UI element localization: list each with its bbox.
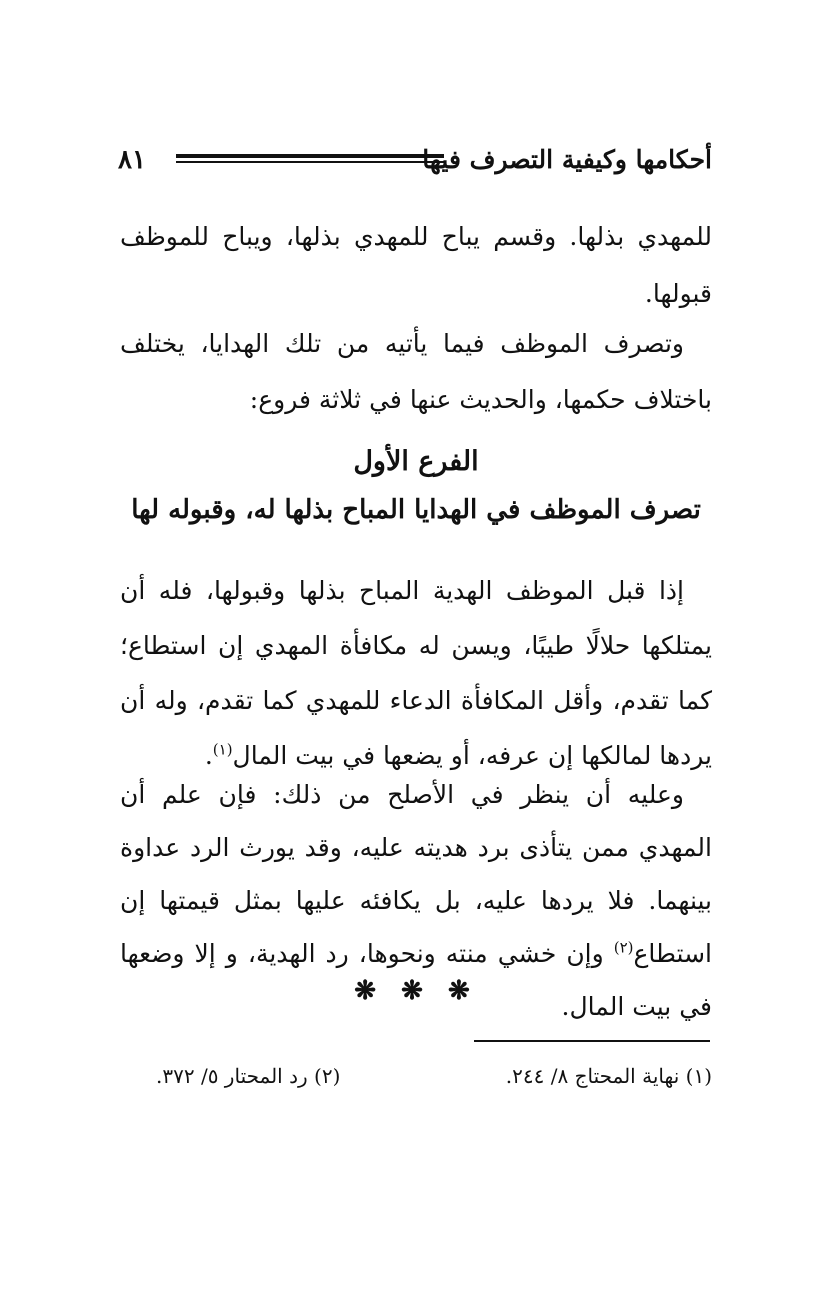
- header-rule-thick-line: [176, 154, 444, 158]
- paragraph-acceptance: [120, 563, 712, 783]
- footnote-ref-2: (٢): [613, 938, 634, 957]
- footnote-rule: [474, 1040, 710, 1042]
- footnote-ref-1: (١): [212, 740, 233, 759]
- paragraph-acceptance-end: .: [204, 741, 213, 770]
- footnote-2: (٢) رد المحتار ٥/ ٣٧٢.: [156, 1064, 341, 1088]
- section-separator-asterisks: ❋ ❋ ❋: [354, 976, 478, 1006]
- footnote-1: (١) نهاية المحتاج ٨/ ٢٤٤.: [505, 1064, 712, 1088]
- footnotes: [120, 1058, 712, 1094]
- section-heading-title: تصرف الموظف في الهدايا المباح بذلها له، وقبوله لها: [131, 495, 701, 525]
- section-heading-branch: الفرع الأول: [353, 446, 479, 477]
- paragraph-continuation: للمهدي بذلها. وقسم يباح للمهدي بذلها، ويباح للموظف قبولها.: [120, 222, 712, 308]
- page-header: [118, 138, 712, 182]
- paragraph-acceptance-text: إذا قبل الموظف الهدية المباح بذلها وقبولها، فله أن يمتلكها حلالًا طيبًا، ويسن له مكافأة المهدي إن استطاع؛ كما تقدم، وأقل المكافأة الدعاء للمهدي كما تقدم، وله أن يردها لمالكها إن عرفه، أو يضعها في بيت المال: [120, 576, 712, 770]
- running-title: أحكامها وكيفية التصرف فيها: [422, 145, 712, 174]
- header-double-rule: [176, 152, 444, 164]
- page-number: ٨١: [118, 145, 146, 175]
- header-rule-thin-line: [176, 161, 444, 163]
- paragraph-intro: وتصرف الموظف فيما يأتيه من تلك الهدايا، يختلف باختلاف حكمها، والحديث عنها في ثلاثة فروع:: [120, 329, 712, 414]
- paragraph-return-text-b: وإن خشي منته ونحوها، رد الهدية، و إلا وضعها في بيت المال.: [120, 939, 712, 1021]
- paragraph-return-text-a: وعليه أن ينظر في الأصلح من ذلك: فإن علم أن المهدي ممن يتأذى برد هديته عليه، وقد يورث الرد عداوة بينهما. فلا يردها عليه، بل يكافئه عليها بمثل قيمتها إن استطاع: [120, 780, 712, 968]
